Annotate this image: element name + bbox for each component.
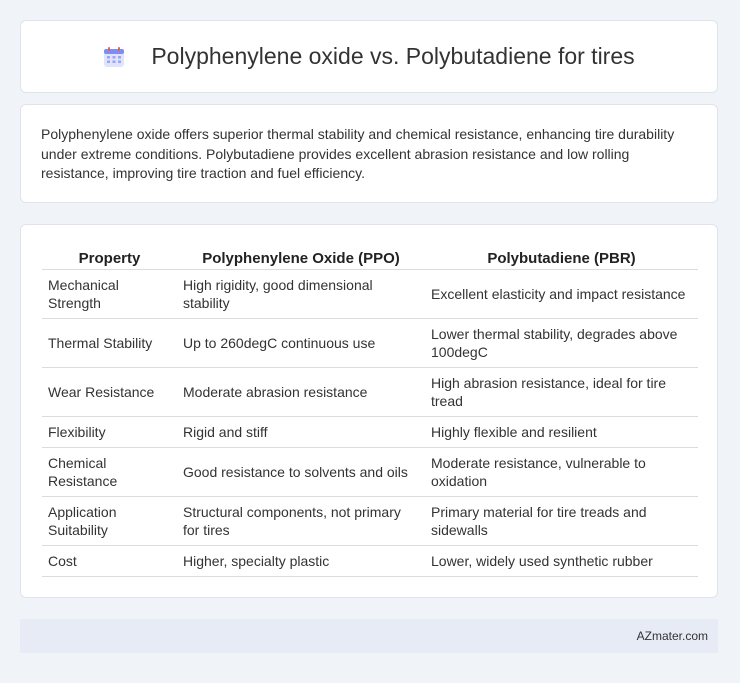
- table-cell: Lower, widely used synthetic rubber: [425, 546, 698, 577]
- page-title: Polyphenylene oxide vs. Polybutadiene for tires: [151, 43, 635, 69]
- column-header: Polyphenylene Oxide (PPO): [177, 247, 425, 270]
- table-cell: Primary material for tire treads and sidewalls: [425, 497, 698, 546]
- table-row: [42, 368, 698, 417]
- table-cell: Thermal Stability: [42, 319, 177, 368]
- table-cell: Up to 260degC continuous use: [177, 319, 425, 368]
- table-cell: Lower thermal stability, degrades above 100degC: [425, 319, 698, 368]
- footer: [20, 619, 718, 653]
- table-cell: Good resistance to solvents and oils: [177, 448, 425, 497]
- summary-text: Polyphenylene oxide offers superior thermal stability and chemical resistance, enhancing tire durability under extreme conditions. Polybutadiene provides excellent abrasion resistance and low rolling resistance, improving tire traction and fuel efficiency.: [41, 126, 675, 181]
- table-cell: Higher, specialty plastic: [177, 546, 425, 577]
- table-cell: Flexibility: [42, 417, 177, 448]
- table-row: [42, 497, 698, 546]
- table-header-row: [42, 247, 698, 270]
- comparison-table-card: [20, 224, 718, 598]
- table-cell: Cost: [42, 546, 177, 577]
- table-cell: High rigidity, good dimensional stability: [177, 270, 425, 319]
- table-cell: Structural components, not primary for tires: [177, 497, 425, 546]
- table-row: [42, 270, 698, 319]
- comparison-table: [42, 247, 698, 577]
- table-row: [42, 417, 698, 448]
- table-cell: Wear Resistance: [42, 368, 177, 417]
- table-cell: Mechanical Strength: [42, 270, 177, 319]
- table-cell: Excellent elasticity and impact resistance: [425, 270, 698, 319]
- summary-card: [20, 104, 718, 203]
- column-header: Polybutadiene (PBR): [425, 247, 698, 270]
- calendar-icon: [103, 46, 125, 68]
- column-header: Property: [42, 247, 177, 270]
- table-cell: Moderate abrasion resistance: [177, 368, 425, 417]
- footer-brand[interactable]: AZmater.com: [636, 629, 708, 643]
- table-row: [42, 546, 698, 577]
- title-card: [20, 20, 718, 93]
- table-cell: Moderate resistance, vulnerable to oxidation: [425, 448, 698, 497]
- table-row: [42, 319, 698, 368]
- table-row: [42, 448, 698, 497]
- table-cell: High abrasion resistance, ideal for tire tread: [425, 368, 698, 417]
- table-cell: Highly flexible and resilient: [425, 417, 698, 448]
- table-cell: Rigid and stiff: [177, 417, 425, 448]
- table-cell: Chemical Resistance: [42, 448, 177, 497]
- table-cell: Application Suitability: [42, 497, 177, 546]
